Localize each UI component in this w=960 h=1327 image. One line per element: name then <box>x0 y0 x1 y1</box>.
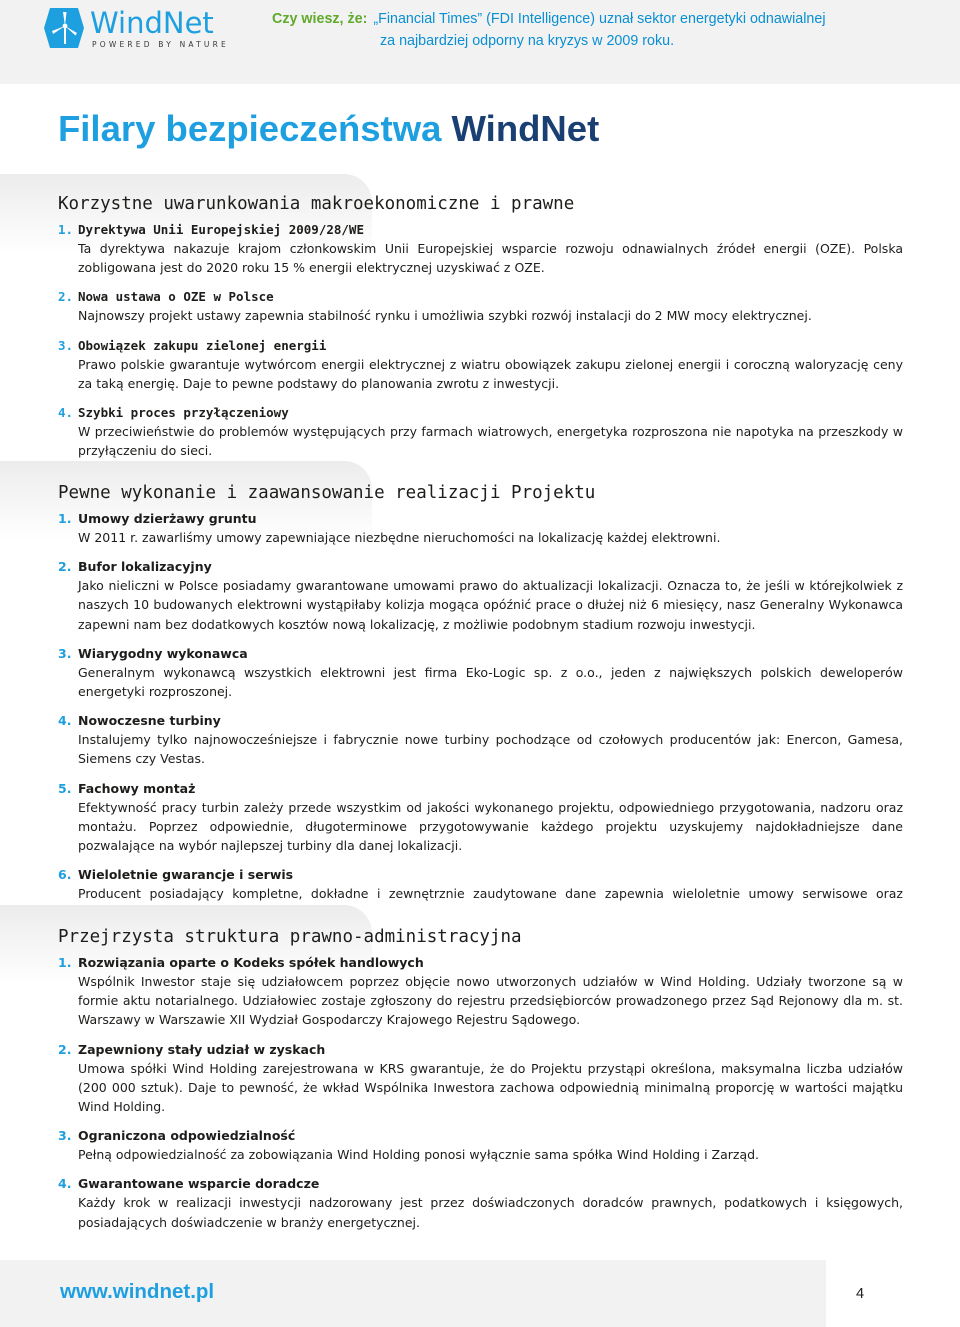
windnet-logo[interactable] <box>44 4 234 54</box>
item-number: 2. <box>58 1041 72 1057</box>
item-text: Wspólnik Inwestor staje się udziałowcem poprzez objęcie nowo utworzonych udziałów w Wind Holding. Udziały tworzone są w formie aktu notarialnego. Udziałowiec zostaje zgłoszony do rejestru przedsiębiorców prowadzonego przez Sąd Rejonowy dla m. st. Warszawy w Warszawie XII Wydział Gospodarczy Krajowego Rejestru Sądowego. <box>78 974 903 1028</box>
did-you-know-line-2: za najbardziej odporny na kryzys w 2009 roku. <box>380 33 675 49</box>
item-text: Producent posiadający kompletne, dokładne i zewnętrznie zaudytowane dane zapewnia wieloletnie umowy serwisowe oraz <box>78 886 903 902</box>
item-number: 4. <box>58 405 74 421</box>
logo-tagline: POWERED BY NATURE <box>92 40 229 49</box>
did-you-know-line-1: „Financial Times” (FDI Intelligence) uznał sektor energetyki odnawialnej <box>373 11 826 27</box>
section-macroeconomic <box>58 193 903 470</box>
page-title-part-1: Filary bezpieczeństwa <box>58 108 452 149</box>
item-heading: Gwarantowane wsparcie doradcze <box>78 1176 320 1192</box>
item-number: 1. <box>58 955 72 970</box>
section-project-realization <box>58 482 903 933</box>
list-item <box>58 1174 903 1231</box>
item-number: 1. <box>58 222 74 237</box>
item-heading: Szybki proces przyłączeniowy <box>78 405 289 421</box>
item-text: Umowa spółki Wind Holding zarejestrowana w KRS gwarantuje, że do Projektu przystąpi określona, maksymalna liczba udziałów (200 000 sztuk). Daje to pewność, że wkład Wspólnika Inwestora zachowa odpowiednią minimalną proporcję w wartości majątku Wind Holding. <box>78 1060 903 1115</box>
item-number: 3. <box>58 337 74 353</box>
item-text: Ta dyrektywa nakazuje krajom członkowskim Unii Europejskiej wsparcie rozwoju odnawialnych źródeł energii (OZE). Polska zobligowana jest do 2020 roku 15 % energii elektrycznej uzyskiwać z OZE. <box>78 241 903 276</box>
section-legal-structure <box>58 926 903 1242</box>
list-item <box>58 1126 903 1164</box>
item-heading: Nowa ustawa o OZE w Polsce <box>78 289 274 305</box>
item-heading: Obowiązek zakupu zielonej energii <box>78 337 327 353</box>
section-title: Pewne wykonanie i zaawansowanie realizacji Projektu <box>58 483 596 503</box>
section-title: Korzystne uwarunkowania makroekonomiczne i prawne <box>58 194 575 214</box>
item-heading: Fachowy montaż <box>78 780 196 796</box>
item-number: 2. <box>58 289 74 305</box>
item-heading: Ograniczona odpowiedzialność <box>78 1128 296 1144</box>
list-item <box>58 779 903 856</box>
section-title: Przejrzysta struktura prawno-administracyjna <box>58 927 522 947</box>
item-heading: Bufor lokalizacyjny <box>78 559 212 575</box>
page-title <box>58 108 599 150</box>
list-item <box>58 220 903 277</box>
item-number: 5. <box>58 780 72 796</box>
list-item <box>58 403 903 460</box>
item-text: Efektywność pracy turbin zależy przede wszystkim od jakości wykonanego projektu, odpowiedniego przygotowania, nadzoru oraz montażu. Poprzez odpowiednie, długoterminowe przygotowywanie każdego projektu uzyskujemy najdokładniejsze dane pozwalające na wybór najlepszej turbiny dla danej lokalizacji. <box>78 799 903 854</box>
item-heading: Dyrektywa Unii Europejskiej 2009/28/WE <box>78 222 364 237</box>
item-heading: Wiarygodny wykonawca <box>78 645 248 661</box>
item-number: 4. <box>58 713 72 729</box>
item-text: W 2011 r. zawarliśmy umowy zapewniające niezbędne nieruchomości na lokalizację każdej elektrowni. <box>78 530 721 545</box>
item-text: Każdy krok w realizacji inwestycji nadzorowany jest przez doświadczonych doradców prawnych, podatkowych i księgowych, posiadających doświadczenie w branży energetycznej. <box>78 1195 903 1230</box>
item-text: Jako nieliczni w Polsce posiadamy gwarantowane umowami prawo do aktualizacji lokalizacji. Oznacza to, że jeśli w którejkolwiek z naszych 10 budowanych elektrowni wystąpiłaby kolizja mogąca opóźnić prace o dłużej niż 6 miesięcy, nasz Generalny Wykonawca zapewni nam bez dodatkowych kosztów nową lokalizację, z możliwie podobnym stadium rozwoju inwestycji. <box>78 578 903 632</box>
list-item <box>58 644 903 701</box>
item-number: 6. <box>58 867 72 883</box>
item-number: 4. <box>58 1176 72 1192</box>
list-item <box>58 287 903 325</box>
list-item <box>58 953 903 1030</box>
item-text: Pełną odpowiedzialność za zobowiązania Wind Holding ponosi wyłącznie sama spółka Wind Holding i Zarząd. <box>78 1147 760 1163</box>
did-you-know-label: Czy wiesz, że: <box>272 11 368 27</box>
website-link[interactable]: www.windnet.pl <box>60 1280 215 1303</box>
item-text: Prawo polskie gwarantuje wytwórcom energii elektrycznej z wiatru obowiązek zakupu zielonej energii i coroczną waloryzację ceny za taką energię. Daje to pewne podstawy do planowania zwrotu z inwestycji. <box>78 356 903 391</box>
list-item <box>58 557 903 634</box>
list-item <box>58 1040 903 1117</box>
item-text: W przeciwieństwie do problemów występujących przy farmach wiatrowych, energetyka rozproszona nie napotyka na przeszkody w przyłączeniu do sieci. <box>78 424 903 459</box>
wind-turbine-icon <box>44 4 86 52</box>
item-heading: Rozwiązania oparte o Kodeks spółek handlowych <box>78 955 424 970</box>
page-number: 4 <box>856 1286 865 1302</box>
item-number: 1. <box>58 511 72 526</box>
page-title-brand: WindNet <box>451 108 600 149</box>
item-text: Generalnym wykonawcą wszystkich elektrowni jest firma Eko-Logic sp. z o.o., jeden z największych polskich deweloperów energetyki rozproszonej. <box>78 664 903 700</box>
list-item <box>58 509 903 547</box>
item-number: 3. <box>58 1128 72 1144</box>
list-item <box>58 711 903 768</box>
item-text: Najnowszy projekt ustawy zapewnia stabilność rynku i umożliwia szybki rozwój instalacji do 2 MW mocy elektrycznej. <box>78 308 812 324</box>
item-heading: Umowy dzierżawy gruntu <box>78 511 257 526</box>
item-heading: Nowoczesne turbiny <box>78 713 221 729</box>
item-heading: Wieloletnie gwarancje i serwis <box>78 867 294 883</box>
item-heading: Zapewniony stały udział w zyskach <box>78 1041 326 1057</box>
item-number: 2. <box>58 559 72 575</box>
item-number: 3. <box>58 645 72 661</box>
logo-wordmark: WindNet <box>90 6 214 40</box>
did-you-know-banner <box>272 8 872 52</box>
list-item <box>58 336 903 393</box>
footer-page-box <box>826 1260 960 1327</box>
item-text: Instalujemy tylko najnowocześniejsze i fabrycznie nowe turbiny pochodzące od czołowych producentów jak: Enercon, Gamesa, Siemens czy Vestas. <box>78 732 903 767</box>
